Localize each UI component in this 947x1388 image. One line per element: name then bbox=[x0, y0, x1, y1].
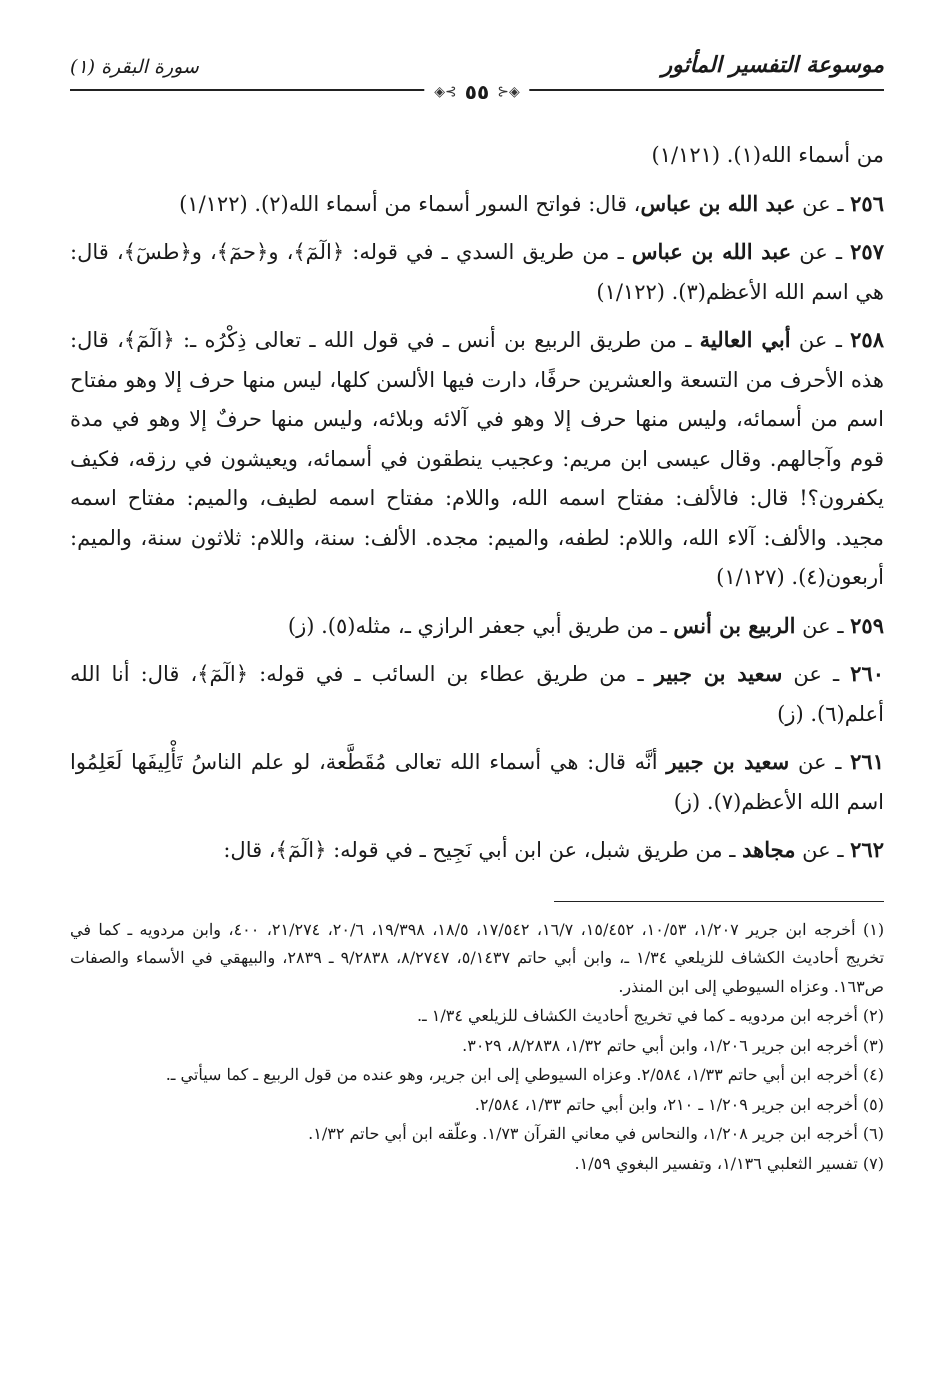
main-text bbox=[70, 136, 884, 871]
narrator-name: عبد الله بن عباس bbox=[631, 239, 792, 264]
narrator-name: أبي العالية bbox=[699, 327, 791, 352]
narration-number: ٢٦١ bbox=[850, 749, 884, 774]
narration-number: ٢٦٠ bbox=[850, 661, 885, 686]
narration-text: ـ من طريق شبل، عن ابن أبي نَجِيح ـ في قوله: ﴿الٓمٓ﴾، قال: bbox=[223, 838, 743, 862]
narration-262 bbox=[70, 830, 884, 871]
narration-258 bbox=[70, 320, 884, 598]
narration-connector: ـ عن bbox=[789, 750, 851, 774]
page-number: ٥٥ bbox=[464, 80, 490, 104]
narration-text: ـ من طريق عطاء بن السائب ـ في قوله: ﴿الٓمٓ﴾، قال: أنا الله أعلم(٦). (ز) bbox=[70, 662, 884, 726]
narrator-name: الربيع بن أنس bbox=[673, 612, 796, 638]
narration-number: ٢٥٦ bbox=[850, 190, 884, 216]
narration-connector: ـ عن bbox=[795, 613, 851, 638]
narration-number: ٢٥٨ bbox=[850, 327, 884, 352]
narrator-name: عبد الله بن عباس bbox=[640, 190, 796, 216]
surah-name: سورة البقرة (١) bbox=[70, 56, 199, 78]
footnote: (٧) تفسير الثعلبي ١/١٣٦، وتفسير البغوي ١/٥٩. bbox=[574, 1153, 884, 1173]
narration-259 bbox=[70, 606, 884, 647]
narration-number: ٢٥٩ bbox=[850, 612, 884, 638]
footnote: (٥) أخرجه ابن جرير ١/٢٠٩ ـ ٢١٠، وابن أبي حاتم ١/٣٣، ٢/٥٨٤. bbox=[474, 1094, 884, 1114]
narration-text: ـ من طريق الربيع بن أنس ـ في قول الله ـ تعالى ذِكْرُه ـ: ﴿الٓمٓ﴾، قال: هذه الأحرف من التسعة والعشرين حرفًا، دارت فيها الألسن كلها، ليس منها حرف إلا وهو مفتاح اسم من أسمائه، وليس منها حرف إلا وهو في آلائه وبلائه، وليس منها حرفٌ إلا وهو في مدة قوم وآجالهم. وقال عيسى ابن مريم: وعجيب ينطقون في أسمائه، ويعيشون في رزقه، فكيف يكفرون؟! قال: فالألف: مفتاح اسمه الله، واللام: مفتاح اسمه لطيف، والميم: مفتاح اسمه مجيد. والألف: آلاء الله، واللام: لطفه، والميم: مجده. الألف: سنة، واللام: ثلاثون سنة، والميم: أربعون(٤). (١/١٢٧) bbox=[70, 328, 884, 589]
narration-connector: ـ عن bbox=[795, 838, 851, 862]
footnote: (٦) أخرجه ابن جرير ١/٢٠٨، والنحاس في معاني القرآن ١/٧٣. وعلّقه ابن أبي حاتم ١/٣٢. bbox=[308, 1124, 884, 1143]
narration-256 bbox=[70, 184, 884, 225]
narration-number: ٢٥٧ bbox=[850, 239, 884, 264]
narration-260 bbox=[70, 654, 884, 734]
page-number-block bbox=[424, 80, 529, 104]
narration-257 bbox=[70, 232, 884, 312]
continuation-paragraph: من أسماء الله(١). (١/١٢١) bbox=[651, 143, 884, 167]
page-header bbox=[70, 46, 884, 104]
footnote: (٣) أخرجه ابن جرير ١/٢٠٦، وابن أبي حاتم ١/٣٢، ٨/٢٨٣٨، ٣٠٢٩. bbox=[462, 1035, 884, 1055]
ornament-right-icon: ⊱◈ bbox=[497, 84, 520, 100]
narrator-name: مجاهد bbox=[742, 837, 796, 862]
footnote: (١) أخرجه ابن جرير ١/٢٠٧، ١٠/٥٣، ١٥/٤٥٢، ١٦/٧، ١٧/٥٤٢، ١٨/٥، ١٩/٣٩٨، ٢٠/٦، ٢١/٢٧٤، ٤٠٠، وابن مردويه ـ كما في تخريج أحاديث الكشاف للزيلعي ١/٣٤ ـ، وابن أبي حاتم ٥/١٤٣٧، ٨/٢٧٤٧، ٩/٢٨٣٨ ـ ٢٨٣٩، والبيهقي في الأسماء والصفات ص١٦٣. وعزاه السيوطي إلى ابن المنذر. bbox=[70, 919, 885, 996]
narration-text: ، قال: فواتح السور أسماء من أسماء الله(٢). (١/١٢٢) bbox=[179, 191, 641, 216]
ornament-left-icon: ◈⊰ bbox=[434, 84, 457, 100]
narration-261 bbox=[70, 742, 884, 822]
narrator-name: سعيد بن جبير bbox=[666, 749, 790, 774]
narration-connector: ـ عن bbox=[790, 328, 851, 352]
footnote: (٤) أخرجه ابن أبي حاتم ١/٣٣، ٢/٥٨٤. وعزاه السيوطي إلى ابن جرير، وهو عنده من قول الربيع ـ كما سيأتي ـ. bbox=[165, 1065, 884, 1084]
book-page bbox=[70, 46, 884, 1179]
narration-connector: ـ عن bbox=[791, 240, 851, 264]
narration-number: ٢٦٢ bbox=[850, 837, 884, 862]
narrator-name: سعيد بن جبير bbox=[654, 661, 783, 686]
narration-text: أنَّه قال: هي أسماء الله تعالى مُقَطَّعة، لو علم الناسُ تَأْلِيفَها لَعَلِمُوا اسم الله الأعظم(٧). (ز) bbox=[70, 750, 884, 814]
footnote-separator bbox=[554, 901, 884, 902]
narration-text: ـ من طريق أبي جعفر الرازي ـ، مثله(٥). (ز) bbox=[287, 613, 674, 638]
footnote: (٢) أخرجه ابن مردويه ـ كما في تخريج أحاديث الكشاف للزيلعي ١/٣٤ ـ. bbox=[416, 1006, 884, 1025]
narration-text: ـ من طريق السدي ـ في قوله: ﴿الٓمٓ﴾، و﴿حمٓ﴾، و﴿طسٓ﴾، قال: هي اسم الله الأعظم(٣). (١/١٢٢) bbox=[70, 240, 884, 304]
running-title: موسوعة التفسير المأثور bbox=[661, 52, 884, 78]
footnotes bbox=[70, 916, 884, 1179]
narration-connector: ـ عن bbox=[795, 191, 851, 216]
narration-connector: ـ عن bbox=[782, 662, 851, 686]
